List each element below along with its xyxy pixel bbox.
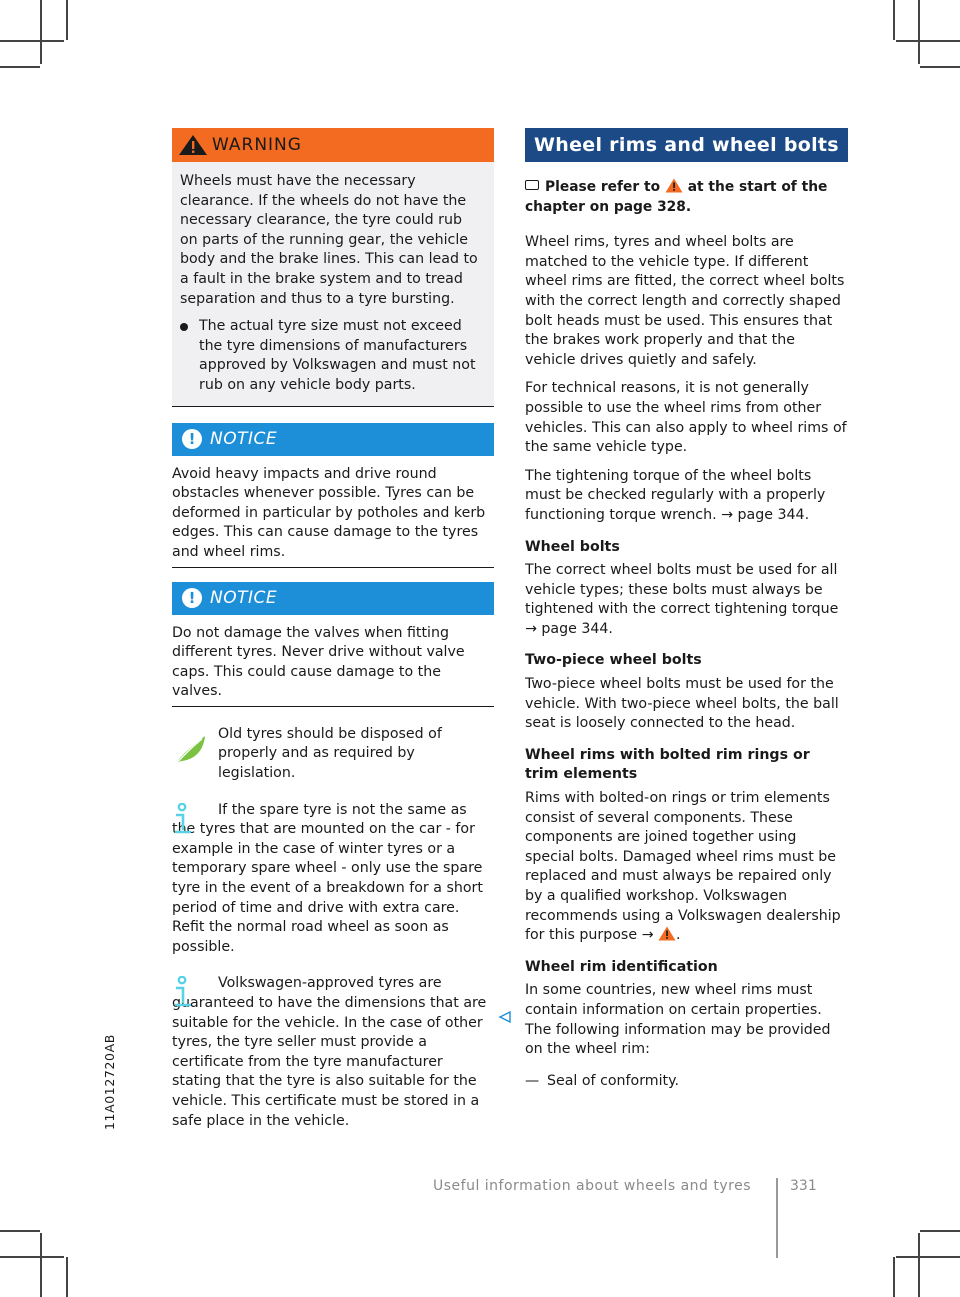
notice-body	[172, 456, 494, 568]
page-link[interactable]: page 344.	[541, 620, 613, 637]
left-column	[172, 128, 494, 1131]
info-note	[172, 974, 494, 1131]
section-end-icon	[498, 1011, 512, 1023]
document-code: 11A012720AB	[102, 1034, 117, 1130]
crop-mark	[0, 1256, 64, 1258]
warning-triangle-icon[interactable]	[658, 926, 676, 941]
footer-divider	[776, 1178, 778, 1258]
crop-mark	[0, 66, 40, 68]
crop-mark	[66, 0, 68, 40]
info-icon	[172, 803, 194, 835]
paragraph-text: The correct wheel bolts must be used for all vehicle types; these bolts must always be tightened with the correct tightening torque	[525, 562, 839, 618]
notice-header	[172, 423, 494, 456]
warning-bullet-text: The actual tyre size must not exceed the tyre dimensions of manufacturers approved by Volkswagen and must not rub on any vehicle body parts.	[199, 318, 476, 393]
chapter-reference	[525, 178, 848, 217]
subheading: Two-piece wheel bolts	[525, 652, 702, 669]
warning-text: Wheels must have the necessary clearance. If the wheels do not have the necessary clearance, the tyre could rub on parts of the running gear, the vehicle body and the brake lines. This can lead to a fault in the brake system and to tread separation and thus to a tyre bursting.	[180, 173, 478, 307]
page-link[interactable]: page 344.	[737, 506, 810, 523]
crop-mark	[918, 0, 920, 64]
info-text: Volkswagen-approved tyres are guaranteed to have the dimensions that are suitable for the vehicle. In the case of other tyres, the tyre seller must provide a certificate from the tyre manufacturer stating that the tyre is also suitable for the vehicle. This certificate must be stored in a safe place in the vehicle.	[172, 975, 487, 1129]
warning-label: WARNING	[212, 135, 302, 155]
paragraph	[525, 561, 848, 639]
notice-label: NOTICE	[210, 429, 278, 450]
paragraph: For technical reasons, it is not generally possible to use the wheel rims from other vehicles. This can also apply to wheel rims of the same vehicle type.	[525, 380, 847, 456]
crop-mark	[0, 40, 64, 42]
arrow-right-icon: →	[525, 620, 537, 637]
paragraph	[525, 467, 848, 526]
exclamation-icon: !	[182, 429, 202, 449]
notice-label: NOTICE	[210, 588, 278, 608]
notice-body	[172, 615, 494, 707]
crop-mark	[40, 1233, 42, 1297]
bullet-icon	[180, 323, 188, 331]
warning-triangle-icon	[178, 134, 208, 156]
leaf-icon	[172, 733, 208, 767]
notice-text: Avoid heavy impacts and drive round obstacles whenever possible. Tyres can be deformed in particular by potholes and kerb edges. This can cause damage to the tyres and wheel rims.	[172, 465, 486, 560]
crop-mark	[920, 66, 960, 68]
arrow-right-icon: →	[721, 506, 734, 523]
notice-header	[172, 582, 494, 615]
arrow-right-icon: →	[641, 927, 654, 944]
right-column	[525, 128, 848, 1091]
subheading: Wheel rim identification	[525, 958, 718, 975]
paragraph-text: Rims with bolted-on rings or trim elements consist of several components. These components are joined together using special bolts. Damaged wheel rims must be replaced and must always be repaired only by a qualified workshop. Volkswagen recommends using a Volkswagen dealership for this purpose	[525, 790, 841, 944]
info-note	[172, 801, 494, 958]
notice-box	[172, 582, 494, 707]
section-header	[525, 128, 848, 162]
exclamation-icon: !	[182, 588, 202, 608]
warning-box	[172, 128, 494, 407]
warning-triangle-icon	[665, 178, 683, 193]
paragraph: Wheel rims, tyres and wheel bolts are matched to the vehicle type. If different wheel rims are fitted, the correct wheel bolts with the correct length and correctly shaped bolt heads must be used. This ensures that the brakes work properly and that the vehicle drives quietly and safely.	[525, 234, 845, 368]
crop-mark	[40, 0, 42, 64]
chapter-title: Useful information about wheels and tyres	[433, 1178, 751, 1194]
notice-box	[172, 423, 494, 568]
subheading: Wheel bolts	[525, 538, 620, 555]
list-item-text: Seal of conformity.	[547, 1072, 680, 1089]
list-item	[525, 1072, 848, 1092]
ref-prefix: Please refer to	[545, 179, 661, 195]
crop-mark	[918, 1233, 920, 1297]
notice-text: Do not damage the valves when fitting different tyres. Never drive without valve caps. This could cause damage to the valves.	[172, 624, 465, 700]
warning-body	[172, 162, 494, 407]
crop-mark	[896, 1256, 960, 1258]
page-number: 331	[790, 1178, 817, 1194]
paragraph: In some countries, new wheel rims must contain information on certain properties. The following information may be provided on the wheel rim:	[525, 982, 831, 1058]
crop-mark	[896, 40, 960, 42]
crop-mark	[920, 1230, 960, 1232]
ref-suffix: at the start of the chapter on page 328.	[525, 179, 828, 215]
paragraph-text: The tightening torque of the wheel bolts must be checked regularly with a properly functioning torque wrench.	[525, 467, 826, 523]
crop-mark	[893, 0, 895, 40]
subheading: Wheel rims with bolted rim rings or trim elements	[525, 746, 810, 783]
crop-mark	[893, 1257, 895, 1297]
section-title: Wheel rims and wheel bolts	[534, 134, 839, 156]
paragraph: Two-piece wheel bolts must be used for the vehicle. With two-piece wheel bolts, the ball seat is loosely connected to the head.	[525, 676, 839, 732]
crop-mark	[66, 1257, 68, 1297]
book-icon	[525, 180, 539, 190]
paragraph	[525, 789, 848, 946]
dash-icon: —	[525, 1072, 540, 1089]
environment-note	[172, 725, 494, 784]
info-text: If the spare tyre is not the same as the tyres that are mounted on the car - for example in the case of winter tyres or a temporary spare wheel - only use the spare tyre in the event of a breakdown for a short period of time and drive with extra care. Refit the normal road wheel as soon as possible.	[172, 801, 483, 955]
period: .	[675, 927, 681, 944]
warning-header	[172, 128, 494, 162]
environment-text: Old tyres should be disposed of properly and as required by legislation.	[218, 725, 442, 782]
list-item	[172, 317, 484, 395]
crop-mark	[0, 1230, 40, 1232]
info-icon	[172, 976, 194, 1008]
